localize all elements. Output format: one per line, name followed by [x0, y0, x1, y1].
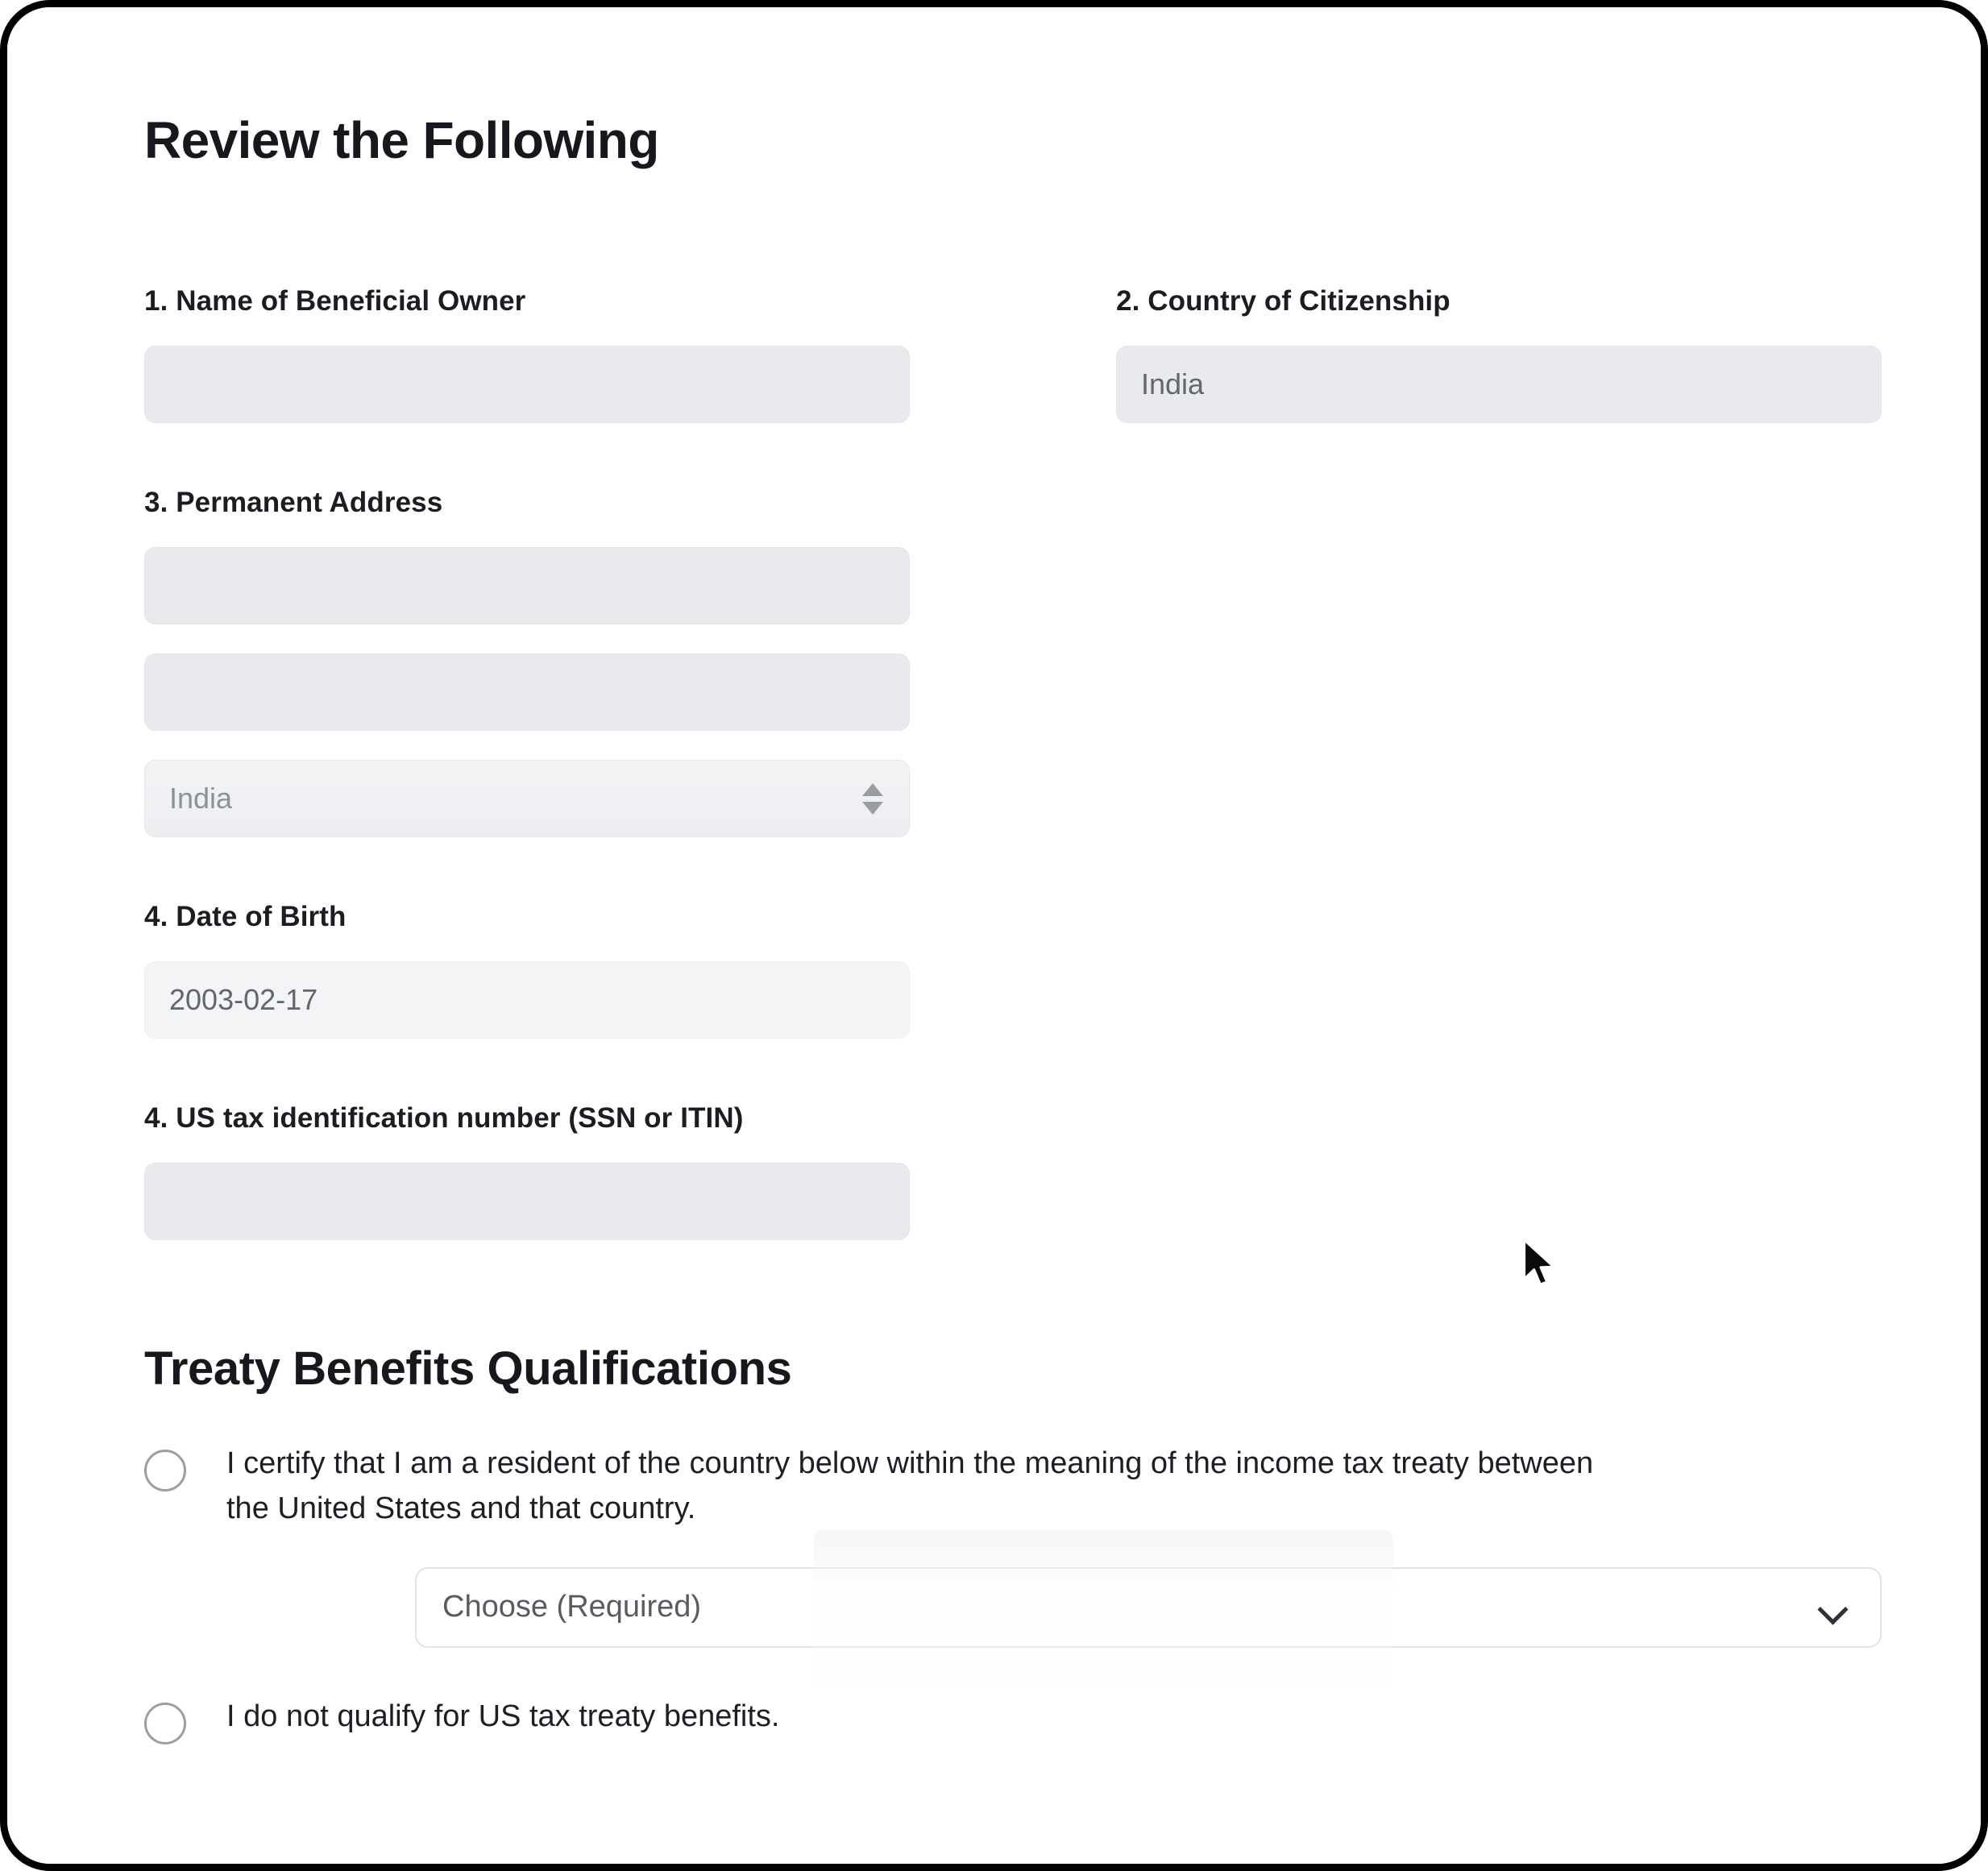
label-name-of-beneficial-owner: 1. Name of Beneficial Owner	[144, 285, 526, 317]
input-name-of-beneficial-owner[interactable]	[144, 346, 910, 423]
section-title-treaty-benefits: Treaty Benefits Qualifications	[144, 1342, 792, 1396]
stepper-down-arrow-icon	[862, 802, 883, 815]
input-us-tax-identification-number[interactable]	[144, 1163, 910, 1240]
page-title: Review the Following	[144, 111, 659, 169]
radio-option-not-qualify[interactable]	[144, 1695, 1877, 1744]
radio-label-certify-resident: I certify that I am a resident of the country below within the meaning of the income tax treaty between the United States and that country.	[226, 1446, 1594, 1526]
select-permanent-address-country-value: India	[169, 782, 233, 815]
input-country-of-citizenship[interactable]: India	[1116, 346, 1882, 423]
label-us-tax-identification-number: 4. US tax identification number (SSN or ITIN)	[144, 1102, 744, 1135]
input-permanent-address-line-2[interactable]	[144, 653, 910, 731]
input-date-of-birth[interactable]: 2003-02-17	[144, 961, 910, 1039]
select-treaty-country[interactable]	[415, 1567, 1882, 1648]
chevron-down-icon	[1819, 1594, 1846, 1621]
label-date-of-birth: 4. Date of Birth	[144, 901, 347, 933]
radio-option-certify-resident[interactable]	[144, 1442, 1877, 1532]
stepper-arrows-icon	[862, 783, 883, 815]
select-permanent-address-country[interactable]	[144, 760, 910, 837]
form-column-right	[1116, 284, 1882, 452]
radio-button-certify-resident[interactable]	[144, 1450, 186, 1491]
radio-label-not-qualify: I do not qualify for US tax treaty benefits.	[226, 1699, 780, 1733]
form-grid	[144, 284, 1877, 1269]
stepper-up-arrow-icon	[862, 783, 883, 796]
label-permanent-address: 3. Permanent Address	[144, 487, 443, 519]
form-page	[7, 7, 1981, 1864]
radio-button-not-qualify[interactable]	[144, 1703, 186, 1744]
form-content	[144, 112, 1877, 1744]
label-country-of-citizenship: 2. Country of Citizenship	[1116, 285, 1451, 317]
select-treaty-country-value: Choose (Required)	[442, 1590, 702, 1624]
form-column-left	[144, 284, 910, 1269]
input-permanent-address-line-1[interactable]	[144, 547, 910, 624]
